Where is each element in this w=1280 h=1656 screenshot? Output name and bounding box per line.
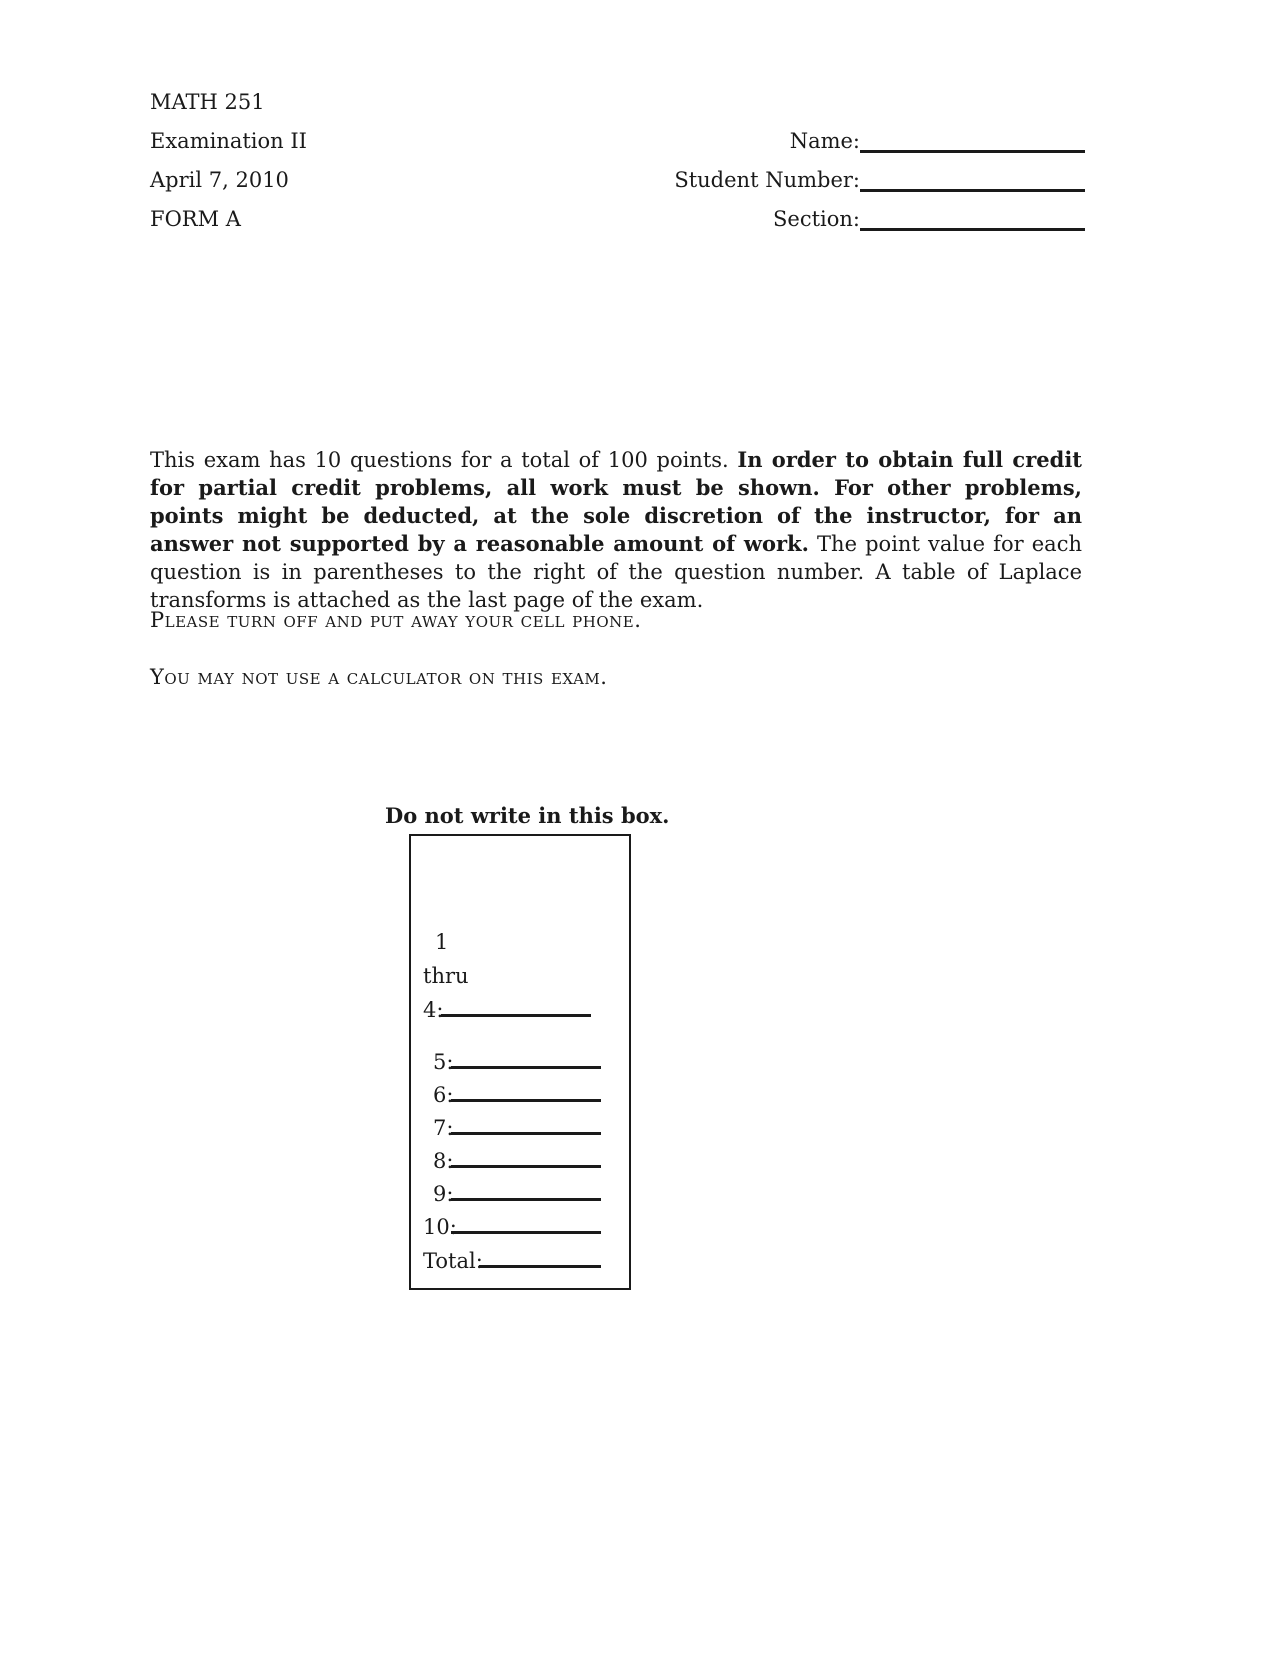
total-label: Total:	[423, 1249, 483, 1273]
exam-date: April 7, 2010	[150, 168, 289, 192]
group-line-2: thru	[423, 964, 469, 988]
score-line-8[interactable]	[451, 1165, 601, 1168]
score-line-7[interactable]	[451, 1132, 601, 1135]
student-number-line[interactable]	[860, 171, 1085, 192]
course-title: MATH 251	[150, 90, 265, 114]
name-line[interactable]	[860, 132, 1085, 153]
score-line-10[interactable]	[451, 1231, 601, 1234]
group-line-3: 4:	[423, 998, 444, 1022]
section-field	[773, 207, 1085, 231]
instructions-text-2: The point value for each question is in parentheses to the right of the question number. A table of Laplace transforms is attached as the last page of the exam.	[150, 532, 1082, 612]
total-line[interactable]	[479, 1265, 601, 1268]
score-line-9[interactable]	[451, 1198, 601, 1201]
group-line-1: 1	[435, 930, 449, 954]
student-number-field	[674, 168, 1085, 192]
score-label-8: 8:	[433, 1149, 454, 1173]
score-box-title: Do not write in this box.	[385, 803, 670, 828]
exam-form: FORM A	[150, 207, 241, 231]
instructions-paragraph	[150, 446, 1082, 614]
score-line-1-4[interactable]	[441, 1014, 591, 1017]
cell-phone-notice: Please turn off and put away your cell phone.	[150, 608, 642, 632]
section-label: Section:	[773, 207, 860, 231]
score-label-10: 10:	[423, 1215, 457, 1239]
instructions-text-1: This exam has 10 questions for a total of 100 points.	[150, 448, 729, 472]
score-label-6: 6:	[433, 1083, 454, 1107]
score-label-7: 7:	[433, 1116, 454, 1140]
score-line-5[interactable]	[451, 1066, 601, 1069]
student-number-label: Student Number:	[674, 168, 860, 192]
instructions-bold-text: In order to obtain full credit for partial credit problems, all work must be shown. For other problems, points might be deducted, at the sole discretion of the instructor, for an answer not supported by a reasonable amount of work.	[150, 447, 1082, 556]
score-label-5: 5:	[433, 1050, 454, 1074]
section-line[interactable]	[860, 210, 1085, 231]
calculator-notice: You may not use a calculator on this exam.	[150, 665, 608, 689]
name-label: Name:	[789, 129, 860, 153]
score-line-6[interactable]	[451, 1099, 601, 1102]
exam-title: Examination II	[150, 129, 307, 153]
score-label-9: 9:	[433, 1182, 454, 1206]
score-box	[409, 834, 631, 1290]
name-field	[790, 129, 1085, 153]
